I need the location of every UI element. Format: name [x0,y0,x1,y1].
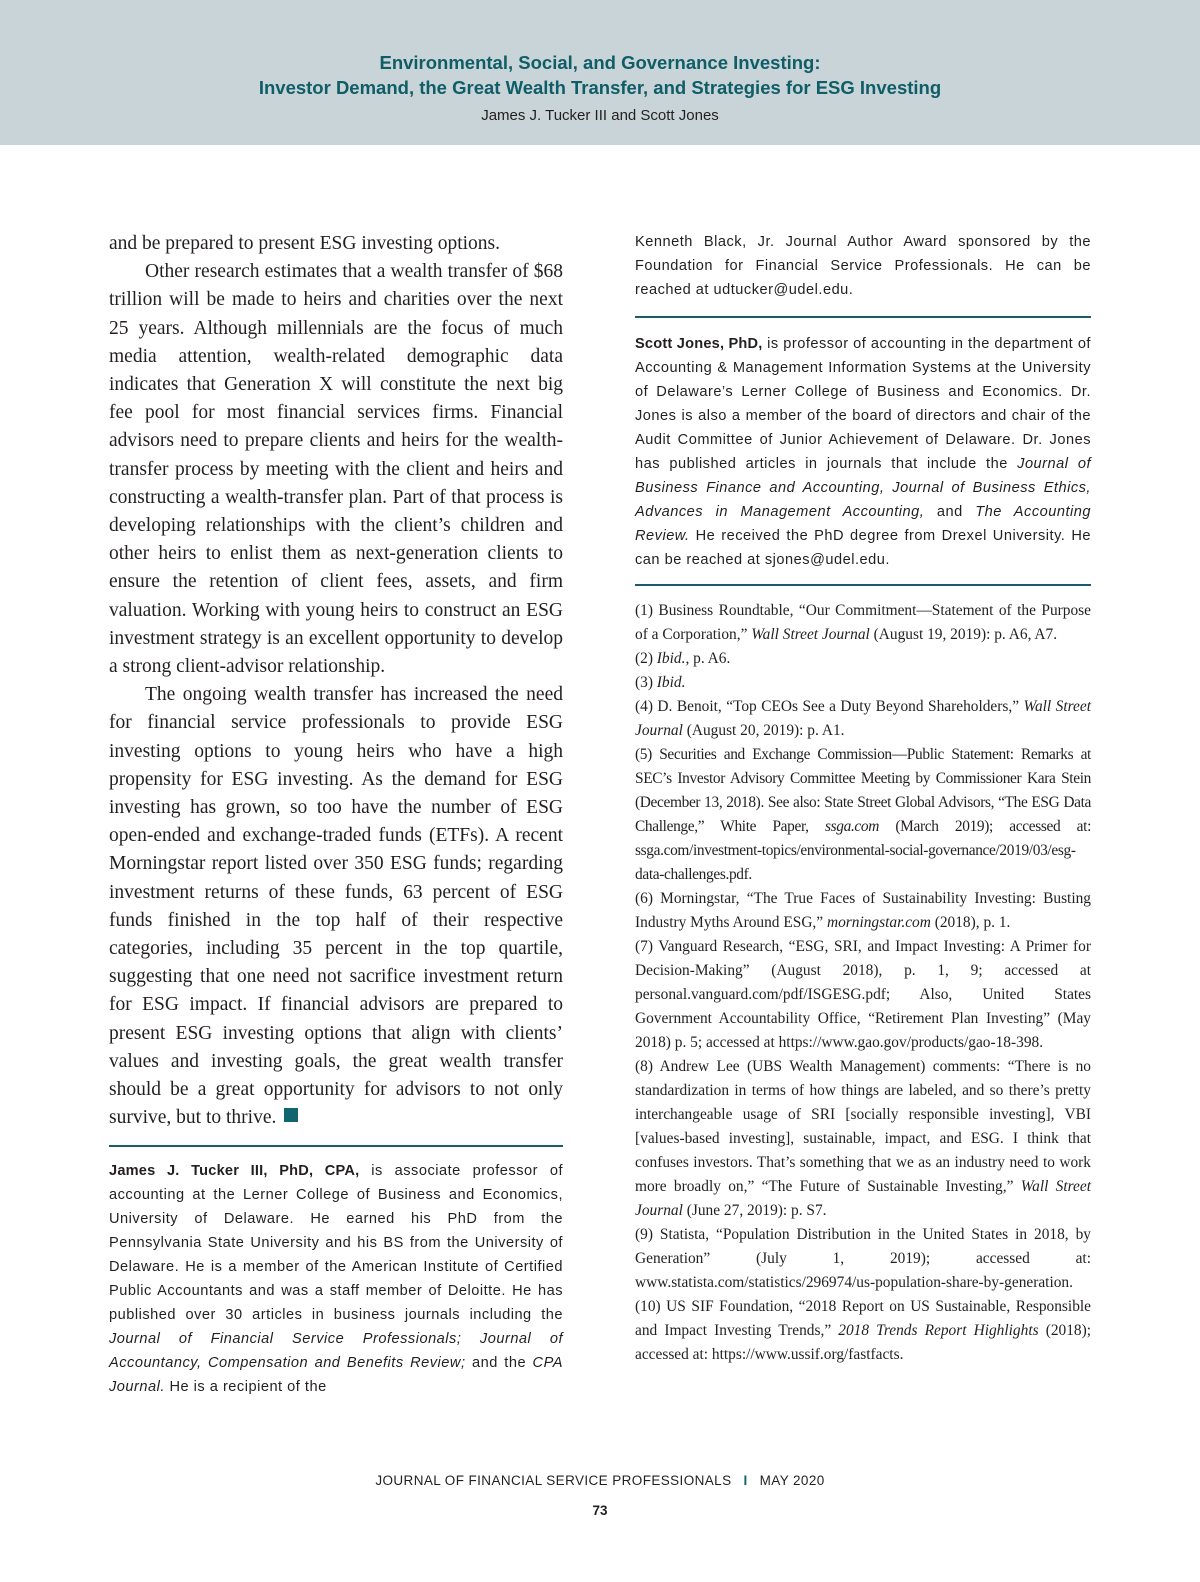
article-title-line1: Environmental, Social, and Governance Investing: [379,52,821,73]
author-bio-tucker-continued: Kenneth Black, Jr. Journal Author Award sponsored by the Foundation for Financial Service Professionals. He can be reached at udtucker@udel.edu. [635,234,1091,298]
author-bio-tucker: James J. Tucker III, PhD, CPA, is associate professor of accounting at the Lerner College of Business and Economics, University of Delaware. He earned his PhD from the Pennsylvania State University and his BS from the University of Delaware. He is a member of the American Institute of Certified Public Accountants and was a staff member of Deloitte. He has published over 30 articles in business journals including the Journal of Financial Service Professionals; Journal of Accountancy, Compensation and Benefits Review; and the CPA Journal. He is a recipient of the [109,1162,563,1395]
left-column [109,230,563,1399]
body-paragraph-2: Other research estimates that a wealth transfer of $68 trillion will be made to heirs and charities over the next 25 years. Although millennials are the focus of much media attention, wealth-related demographic data indicates that Generation X will constitute the next big fee pool for most financial services firms. Financial advisors need to prepare clients and heirs for the wealth-transfer process by meeting with the client and heirs and constructing a wealth-transfer plan. Part of that process is developing relationships with the client’s children and other heirs to enlist them as next-generation clients to ensure the retention of client fees, assets, and firm valuation. Working with young heirs to construct an ESG investment strategy is an excellent opportunity to develop a strong client-advisor relationship. [109,261,563,678]
endnote: (1) Business Roundtable, “Our Commitment—Statement of the Purpose of a Corporation,” Wall Street Journal (August 19, 2019): p. A6, A7. [635,602,1091,643]
bio-tucker-journals: Journal of Financial Service Professionals; Journal of Accountancy, Compensation and Benefits Review; [109,1330,563,1371]
endnote: (8) Andrew Lee (UBS Wealth Management) comments: “There is no standardization in terms of how things are labeled, and so there’s pretty interchangeable usage of SRI [socially responsible investing], VBI [values-based investing], sustainable, impact, and ESG. I think that confuses investors. That’s something that we as an industry need to work more broadly on,” “The Future of Sustainable Investing,” Wall Street Journal (June 27, 2019): p. S7. [635,1058,1091,1219]
divider-rule [109,1145,563,1147]
article-authors: James J. Tucker III and Scott Jones [481,107,719,124]
article-title-line2: Investor Demand, the Great Wealth Transfer, and Strategies for ESG Investing [258,77,942,98]
bio-jones-journals: Journal of Business Finance and Accounting, Journal of Business Ethics, Advances in Management Accounting, [635,456,1091,520]
footer-separator: I [743,1473,748,1488]
divider-rule [635,316,1091,318]
running-header [0,0,1200,145]
bio-jones-name: Scott Jones, PhD, [635,336,763,352]
bio-tucker-name: James J. Tucker III, PhD, CPA, [109,1162,360,1179]
body-paragraph-1: and be prepared to present ESG investing options. [109,233,500,254]
page-number: 73 [592,1503,608,1518]
journal-name: JOURNAL OF FINANCIAL SERVICE PROFESSIONALS [375,1473,732,1488]
endnote: (7) Vanguard Research, “ESG, SRI, and Impact Investing: A Primer for Decision-Making” (August 2018), p. 1, 9; accessed at personal.vanguard.com/pdf/ISGESG.pdf; Also, United States Government Accountability Office, “Retirement Plan Investing” (May 2018) p. 5; accessed at https://www.gao.gov/products/gao-18-398. [635,938,1091,1051]
endnote: (4) D. Benoit, “Top CEOs See a Duty Beyond Shareholders,” Wall Street Journal (August 20, 2019): p. A1. [635,698,1091,739]
divider-rule [635,584,1091,586]
endnote: (9) Statista, “Population Distribution in the United States in 2018, by Generation” (July 1, 2019); accessed at: www.statista.com/statistics/296974/us-population-share-by-generation. [635,1226,1091,1291]
body-paragraph-3 [109,681,563,1132]
endnotes-list [635,599,1091,1367]
author-bio-jones: Scott Jones, PhD, is professor of accounting in the department of Accounting & Management Information Systems at the University of Delaware’s Lerner College of Business and Economics. Dr. Jones is also a member of the board of directors and chair of the Audit Committee of Junior Achievement of Delaware. Dr. Jones has published articles in journals that include the Journal of Business Finance and Accounting, Journal of Business Ethics, Advances in Management Accounting, and The Accounting Review. He received the PhD degree from Drexel University. He can be reached at sjones@udel.edu. [635,336,1091,568]
end-of-article-mark [284,1108,298,1122]
issue-date: MAY 2020 [759,1473,825,1488]
right-column [635,230,1091,1367]
journal-footer [0,1473,1200,1488]
endnote: (5) Securities and Exchange Commission—Public Statement: Remarks at SEC’s Investor Advisory Committee Meeting by Commissioner Kara Stein (December 13, 2018). See also: State Street Global Advisors, “The ESG Data Challenge,” White Paper, ssga.com (March 2019); accessed at: ssga.com/investment-topics/environmental-social-governance/2019/03/esg-data-challenges.pdf. [635,746,1091,883]
endnote: (3) Ibid. [635,674,686,691]
endnote: (6) Morningstar, “The True Faces of Sustainability Investing: Busting Industry Myths Around ESG,” morningstar.com (2018), p. 1. [635,890,1091,931]
endnote: (2) Ibid., p. A6. [635,650,731,667]
body-paragraph-3-text: The ongoing wealth transfer has increased the need for financial service professionals to provide ESG investing options to young heirs who have a high propensity for ESG investing. As the demand for ESG investing has grown, so too have the number of ESG open-ended and exchange-traded funds (ETFs). A recent Morningstar report listed over 350 ESG funds; regarding investment returns of these funds, 63 percent of ESG funds finished in the top half of their respective categories, including 35 percent in the top quartile, suggesting that one need not sacrifice investment return for ESG impact. If financial advisors are prepared to present ESG investing options that align with clients’ values and investing goals, the great wealth transfer should be a great opportunity for advisors to not only survive, but to thrive. [109,684,563,1129]
endnote: (10) US SIF Foundation, “2018 Report on US Sustainable, Responsible and Impact Investing Trends,” 2018 Trends Report Highlights (2018); accessed at: https://www.ussif.org/fastfacts. [635,1298,1092,1363]
